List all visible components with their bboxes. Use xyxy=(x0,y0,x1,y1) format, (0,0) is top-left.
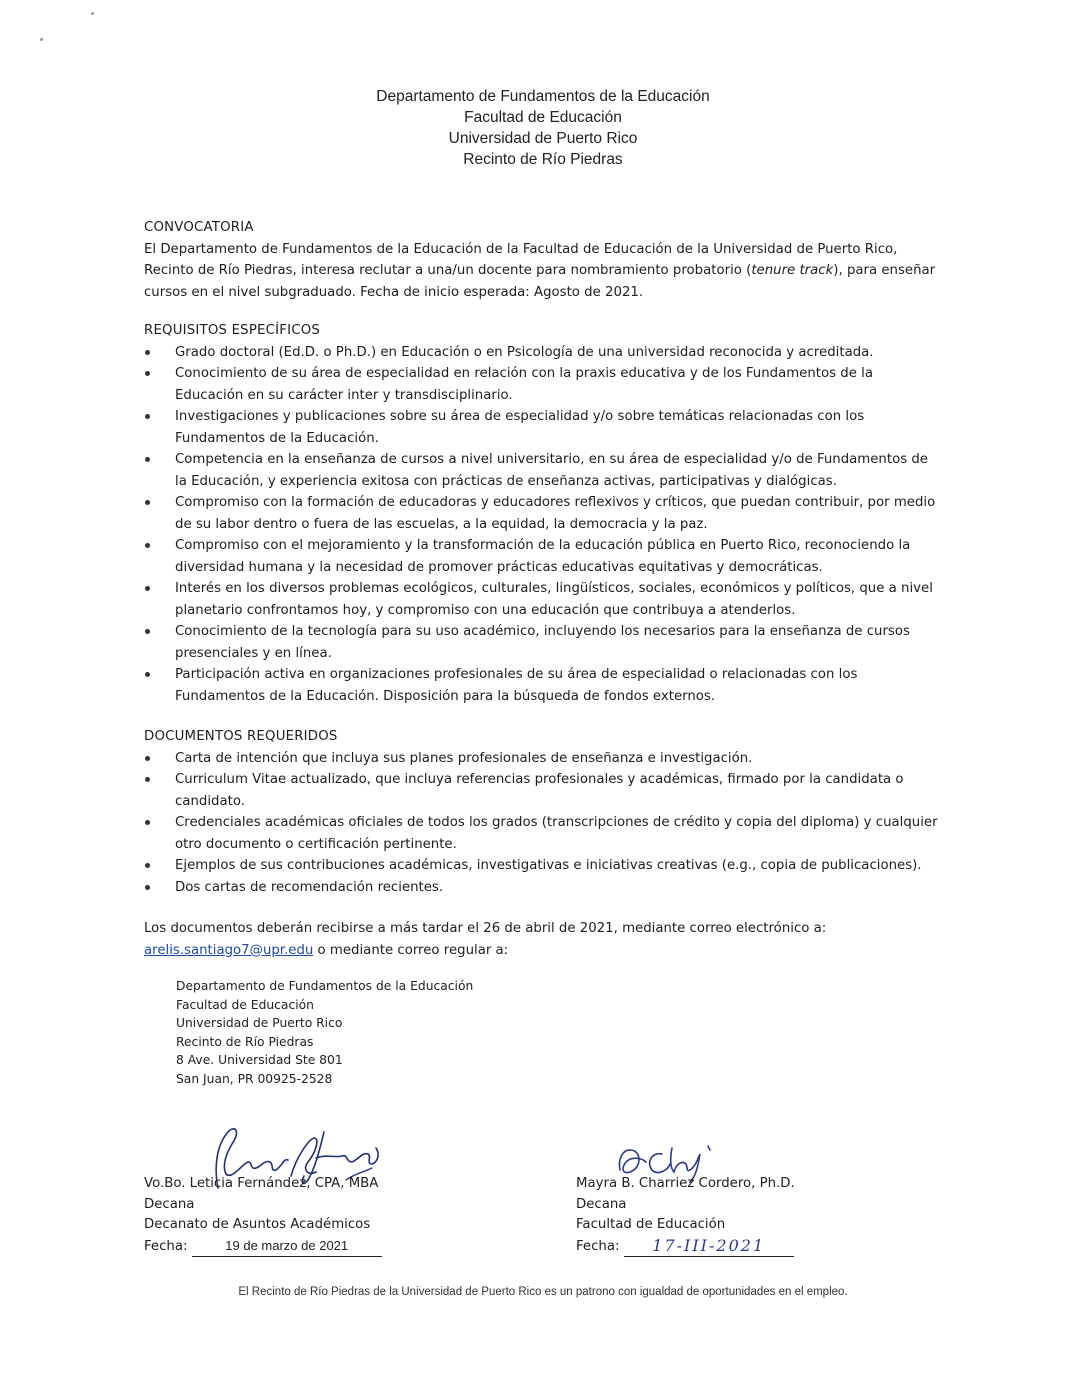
list-item: Compromiso con la formación de educadoras y educadores reflexivos y críticos, que puedan contribuir, por medio de su labor dentro o fuera de las escuelas, a la equidad, la democracia y la paz. xyxy=(144,492,944,535)
header-department: Departamento de Fundamentos de la Educación xyxy=(376,88,710,105)
scan-speck xyxy=(91,12,94,15)
documentos-title: DOCUMENTOS REQUERIDOS xyxy=(144,729,338,744)
documentos-list xyxy=(144,748,944,899)
list-item: Credenciales académicas oficiales de todos los grados (transcripciones de crédito y copia del diploma) y cualquier otro documento o certificación pertinente. xyxy=(144,812,944,855)
convocatoria-paragraph xyxy=(144,239,944,304)
convocatoria-title: CONVOCATORIA xyxy=(144,220,254,235)
header-university: Universidad de Puerto Rico xyxy=(448,130,638,147)
header-faculty: Facultad de Educación xyxy=(464,109,622,126)
address-line: San Juan, PR 00925-2528 xyxy=(176,1071,333,1086)
fecha-label: Fecha: xyxy=(576,1238,620,1254)
email-link[interactable]: arelis.santiago7@upr.edu xyxy=(144,942,314,958)
scan-speck xyxy=(40,38,43,41)
signer-right-title: Decana xyxy=(576,1196,627,1212)
list-item: Dos cartas de recomendación recientes. xyxy=(144,877,944,899)
list-item: Carta de intención que incluya sus planes profesionales de enseñanza e investigación. xyxy=(144,748,944,770)
requisitos-title: REQUISITOS ESPECÍFICOS xyxy=(144,323,321,338)
address-line: 8 Ave. Universidad Ste 801 xyxy=(176,1053,343,1068)
list-item: Curriculum Vitae actualizado, que incluya referencias profesionales y académicas, firmado por la candidata o candidato. xyxy=(144,769,944,812)
header-campus: Recinto de Río Piedras xyxy=(463,151,623,168)
signer-right-date-row xyxy=(576,1236,795,1258)
submission-text-1: Los documentos deberán recibirse a más tardar el 26 de abril de 2021, mediante correo electrónico a: xyxy=(144,921,827,936)
list-item: Conocimiento de la tecnología para su uso académico, incluyendo los necesarios para la enseñanza de cursos presenciales y en línea. xyxy=(144,621,944,664)
list-item: Interés en los diversos problemas ecológicos, culturales, lingüísticos, sociales, económicos y políticos, que a nivel planetario confrontamos hoy, y compromiso con una educación que contribuya a atenderlos. xyxy=(144,578,944,621)
convocatoria-text-2: ), para enseñar cursos en el nivel subgraduado. Fecha de inicio esperada: Agosto de 2021. xyxy=(144,263,936,300)
list-item: Competencia en la enseñanza de cursos a nivel universitario, en su área de especialidad y/o de Fundamentos de la Educación, y experiencia exitosa con prácticas de enseñanza activas, participativas y dialógicas. xyxy=(144,449,944,492)
signer-right-name: Mayra B. Charriez Cordero, Ph.D. xyxy=(576,1176,795,1191)
signature-block-left xyxy=(144,1174,382,1257)
document-header xyxy=(0,86,1086,170)
address-line: Universidad de Puerto Rico xyxy=(176,1016,343,1031)
documentos-section xyxy=(144,726,944,898)
requisitos-list xyxy=(144,342,944,708)
list-item: Grado doctoral (Ed.D. o Ph.D.) en Educación o en Psicología de una universidad reconocida y acreditada. xyxy=(144,342,944,364)
signature-block-right xyxy=(576,1174,795,1257)
list-item: Compromiso con el mejoramiento y la transformación de la educación pública en Puerto Rico, reconociendo la diversidad humana y la necesidad de promover prácticas educativas equitativas y democráticas. xyxy=(144,535,944,578)
list-item: Participación activa en organizaciones profesionales de su área de especialidad o relacionadas con los Fundamentos de la Educación. Disposición para la búsqueda de fondos externos. xyxy=(144,664,944,707)
equal-opportunity-footer: El Recinto de Río Piedras de la Universidad de Puerto Rico es un patrono con igualdad de oportunidades en el empleo. xyxy=(238,1286,848,1298)
convocatoria-section xyxy=(144,217,944,303)
requisitos-section xyxy=(144,320,944,707)
list-item: Investigaciones y publicaciones sobre su área de especialidad y/o sobre temáticas relacionadas con los Fundamentos de la Educación. xyxy=(144,406,944,449)
address-line: Departamento de Fundamentos de la Educación xyxy=(176,979,474,993)
address-line: Recinto de Río Piedras xyxy=(176,1034,314,1049)
address-line: Facultad de Educación xyxy=(176,997,314,1012)
signer-left-date: 19 de marzo de 2021 xyxy=(192,1236,382,1258)
signer-right-date: 17-III-2021 xyxy=(624,1236,794,1258)
submission-paragraph xyxy=(144,918,944,961)
fecha-label: Fecha: xyxy=(144,1238,188,1254)
signer-left-office: Decanato de Asuntos Académicos xyxy=(144,1217,371,1232)
list-item: Ejemplos de sus contribuciones académicas, investigativas e iniciativas creativas (e.g., copia de publicaciones). xyxy=(144,855,944,877)
convocatoria-text-1: El Departamento de Fundamentos de la Educación de la Facultad de Educación de la Universidad de Puerto Rico, Recinto de Río Piedras, interesa reclutar a una/un docente para nombramiento probatorio ( xyxy=(144,241,898,278)
signer-left-date-row xyxy=(144,1236,382,1258)
mailing-address xyxy=(176,977,473,1089)
list-item: Conocimiento de su área de especialidad en relación con la praxis educativa y de los Fundamentos de la Educación en su carácter inter y transdisciplinario. xyxy=(144,363,944,406)
signer-left-title: Decana xyxy=(144,1196,195,1212)
submission-text-2: o mediante correo regular a: xyxy=(313,942,509,958)
signer-right-office: Facultad de Educación xyxy=(576,1217,726,1232)
convocatoria-tenure-track: tenure track xyxy=(751,263,834,278)
signer-left-name: Vo.Bo. Leticia Fernández, CPA, MBA xyxy=(144,1176,379,1191)
